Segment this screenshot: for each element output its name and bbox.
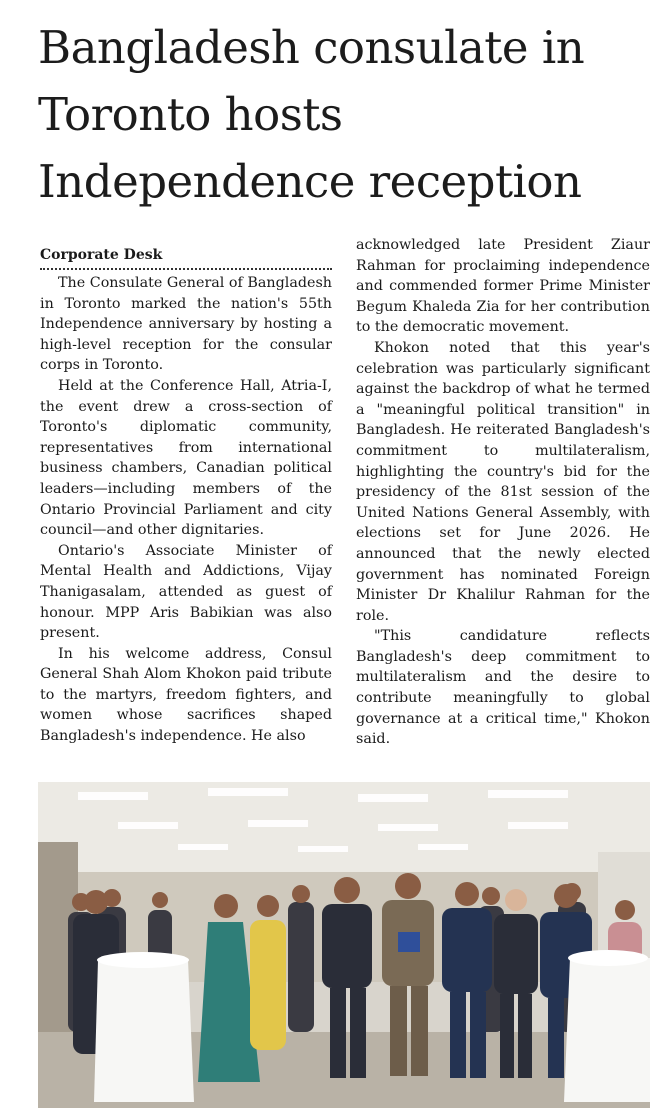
paragraph: "This candidature reflects Bangladesh's deep commitment to multilateralism and the desire to contribute meaningfully to global governance at a critical time," Khokon said. (356, 628, 650, 748)
article-column-left (40, 273, 332, 747)
event-photo-illustration (38, 782, 650, 1108)
paragraph: Ontario's Associate Minister of Mental Health and Addictions, Vijay Thanigasalam, attended as guest of honour. MPP Aris Babikian was also present. (40, 542, 332, 642)
paragraph-continuation: acknowledged late President Ziaur Rahman for proclaiming independence and commended former Prime Minister Begum Khaleda Zia for her contribution to the democratic movement. (356, 237, 650, 336)
event-photo (38, 782, 650, 1108)
headline: Bangladesh consulate in Toronto hosts Independence reception (38, 21, 585, 208)
byline: Corporate Desk (40, 245, 332, 270)
article-column-right (356, 235, 650, 750)
paragraph: Khokon noted that this year's celebration was particularly significant against the backdrop of what he termed a "meaningful political transition" in Bangladesh. He reiterated Bangladesh's commitment to multilateralism, highlighting the country's bid for the presidency of the 81st session of the United Nations General Assembly, with elections set for June 2026. He announced that the newly elected government has nominated Foreign Minister Dr Khalilur Rahman for the role. (356, 339, 650, 624)
paragraph: In his welcome address, Consul General Shah Alom Khokon paid tribute to the martyrs, freedom fighters, and women whose sacrifices shaped Bangladesh's independence. He also (40, 645, 332, 745)
paragraph: The Consulate General of Bangladesh in Toronto marked the nation's 55th Independence anniversary by hosting a high-level reception for the consular corps in Toronto. (40, 275, 333, 374)
paragraph: Held at the Conference Hall, Atria-I, the event drew a cross-section of Toronto's diplomatic community, representatives from international business chambers, Canadian political leaders—including members of the Ontario Provincial Parliament and city council—and other dignitaries. (40, 377, 332, 539)
